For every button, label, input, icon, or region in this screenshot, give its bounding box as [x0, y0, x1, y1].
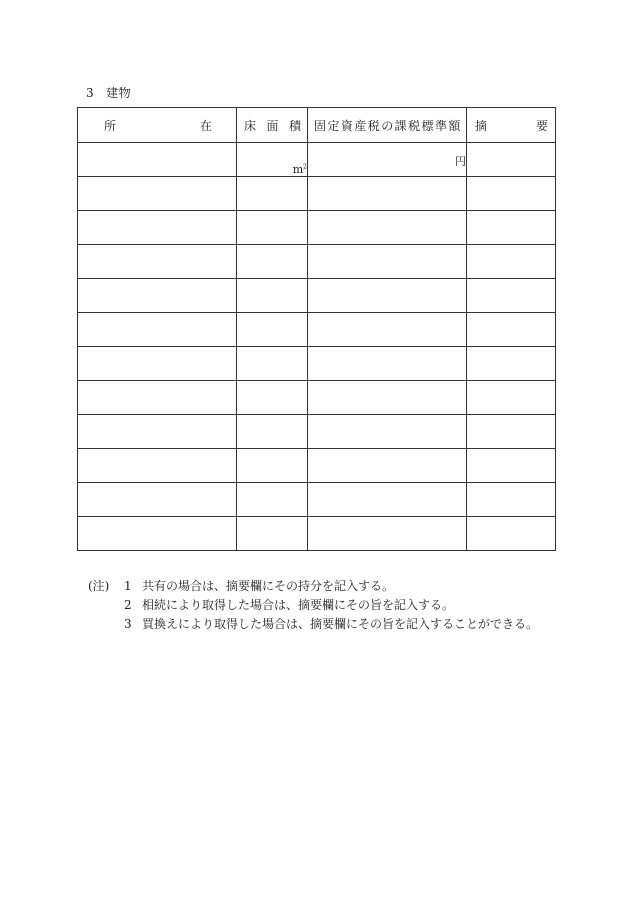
header-floor-area	[237, 108, 308, 143]
cell-floor-area[interactable]	[237, 483, 308, 517]
header-tax-char: 固	[314, 118, 327, 133]
cell-floor-area[interactable]	[237, 177, 308, 211]
table-row	[78, 143, 556, 177]
cell-tax-base[interactable]	[308, 449, 467, 483]
cell-location[interactable]	[78, 177, 237, 211]
header-tax-base	[308, 108, 467, 143]
cell-location[interactable]	[78, 245, 237, 279]
table-row	[78, 177, 556, 211]
cell-floor-area[interactable]	[237, 245, 308, 279]
cell-location[interactable]	[78, 517, 237, 551]
cell-floor-area[interactable]	[237, 449, 308, 483]
cell-tax-base[interactable]	[308, 279, 467, 313]
cell-location[interactable]	[78, 347, 237, 381]
cell-tax-base[interactable]	[308, 313, 467, 347]
note-text: 相続により取得した場合は、摘要欄にその旨を記入する。	[142, 598, 455, 612]
header-tax-char: 準	[434, 118, 448, 133]
cell-tax-base[interactable]	[308, 381, 467, 415]
header-location	[78, 108, 237, 143]
cell-location[interactable]	[78, 313, 237, 347]
note-item	[88, 577, 538, 596]
cell-location[interactable]	[78, 143, 237, 177]
cell-floor-area[interactable]	[237, 415, 308, 449]
header-area-char: 面	[266, 118, 279, 133]
note-number: 1	[124, 579, 132, 593]
note-item	[88, 596, 538, 615]
table-row	[78, 313, 556, 347]
cell-tax-base[interactable]	[308, 347, 467, 381]
cell-tax-base[interactable]	[308, 517, 467, 551]
cell-floor-area[interactable]	[237, 313, 308, 347]
cell-remarks[interactable]	[467, 381, 556, 415]
unit-square-meter: $m^2$	[292, 163, 307, 176]
header-tax-char: 課	[394, 118, 408, 133]
cell-floor-area[interactable]	[237, 211, 308, 245]
cell-tax-base[interactable]	[308, 245, 467, 279]
section-name: 建物	[106, 86, 132, 100]
cell-remarks[interactable]	[467, 415, 556, 449]
cell-location[interactable]	[78, 449, 237, 483]
header-tax-char: 定	[327, 118, 340, 133]
cell-remarks[interactable]	[467, 347, 556, 381]
cell-tax-base[interactable]	[308, 177, 467, 211]
cell-floor-area[interactable]	[237, 381, 308, 415]
header-area-char: 積	[288, 118, 301, 133]
cell-remarks[interactable]	[467, 279, 556, 313]
unit-yen: 円	[455, 155, 466, 168]
cell-location[interactable]	[78, 483, 237, 517]
cell-location[interactable]	[78, 211, 237, 245]
cell-tax-base[interactable]	[308, 143, 467, 177]
cell-location[interactable]	[78, 415, 237, 449]
cell-remarks[interactable]	[467, 245, 556, 279]
cell-remarks[interactable]	[467, 483, 556, 517]
header-remarks	[467, 108, 556, 143]
note-text: 共有の場合は、摘要欄にその持分を記入する。	[142, 579, 395, 593]
cell-remarks[interactable]	[467, 313, 556, 347]
cell-floor-area[interactable]	[237, 143, 308, 177]
cell-remarks[interactable]	[467, 517, 556, 551]
table-row	[78, 483, 556, 517]
header-tax-char: 産	[354, 118, 367, 133]
table-row	[78, 517, 556, 551]
table-row	[78, 381, 556, 415]
header-tax-char: 額	[448, 118, 461, 133]
header-tax-char: 税	[408, 118, 421, 133]
cell-remarks[interactable]	[467, 177, 556, 211]
section-number: 3	[86, 86, 95, 100]
note-number: 3	[124, 617, 132, 631]
header-tax-char: 標	[421, 118, 435, 133]
cell-floor-area[interactable]	[237, 279, 308, 313]
header-remarks-char: 摘	[475, 118, 488, 133]
notes-label: (注)	[88, 579, 110, 593]
table-row	[78, 279, 556, 313]
building-table	[77, 107, 556, 551]
table-row	[78, 347, 556, 381]
note-item	[88, 615, 538, 634]
cell-floor-area[interactable]	[237, 517, 308, 551]
cell-floor-area[interactable]	[237, 347, 308, 381]
cell-location[interactable]	[78, 279, 237, 313]
header-row	[78, 108, 556, 143]
cell-location[interactable]	[78, 381, 237, 415]
section-title	[86, 84, 131, 101]
header-tax-char: 資	[340, 118, 354, 133]
header-tax-char: 税	[367, 118, 381, 133]
table-row	[78, 415, 556, 449]
table-row	[78, 211, 556, 245]
header-area-char: 床	[244, 118, 257, 133]
header-location-char: 在	[199, 118, 212, 133]
cell-tax-base[interactable]	[308, 211, 467, 245]
cell-tax-base[interactable]	[308, 415, 467, 449]
cell-remarks[interactable]	[467, 449, 556, 483]
table-row	[78, 449, 556, 483]
table-row	[78, 245, 556, 279]
cell-remarks[interactable]	[467, 143, 556, 177]
header-remarks-char: 要	[535, 118, 548, 133]
note-number: 2	[124, 598, 132, 612]
note-text: 買換えにより取得した場合は、摘要欄にその旨を記入することができる。	[142, 617, 539, 631]
cell-tax-base[interactable]	[308, 483, 467, 517]
header-location-char: 所	[104, 118, 117, 133]
cell-remarks[interactable]	[467, 211, 556, 245]
header-tax-char: の	[381, 118, 394, 133]
notes	[88, 577, 538, 634]
